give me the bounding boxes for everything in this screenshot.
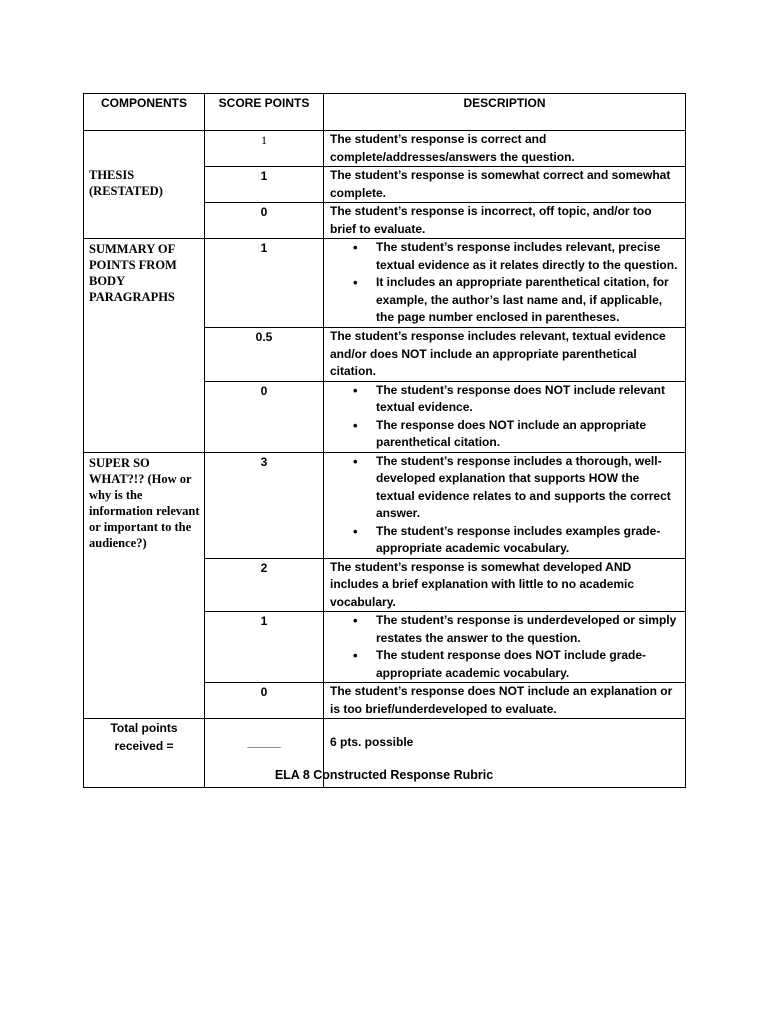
- description-cell: The student’s response does NOT include an explanation or is too brief/underdeveloped to evaluate.: [324, 683, 686, 719]
- list-item: • The student’s response includes relevant, precise textual evidence as it relates directly to the question.: [376, 239, 679, 274]
- list-item: • It includes an appropriate parenthetical citation, for example, the author’s last name and, if applicable, the page number enclosed in parentheses.: [376, 274, 679, 327]
- list-item: • The student’s response does NOT include relevant textual evidence.: [376, 382, 679, 417]
- list-item: • The student’s response is underdeveloped or simply restates the answer to the question.: [376, 612, 679, 647]
- bullet-list: [330, 239, 679, 327]
- score-cell: 0: [205, 683, 324, 719]
- list-item: • The response does NOT include an appropriate parenthetical citation.: [376, 417, 679, 452]
- description-cell: [324, 381, 686, 452]
- bullet-list: [330, 453, 679, 558]
- score-cell: 1: [205, 167, 324, 203]
- bullet-list: [330, 382, 679, 452]
- description-cell: The student’s response includes relevant, textual evidence and/or does NOT include an appropriate parenthetical citation.: [324, 328, 686, 382]
- score-cell: 2: [205, 558, 324, 612]
- table-row: [84, 239, 686, 328]
- score-cell: 1: [205, 612, 324, 683]
- total-label-line1: Total points: [110, 721, 178, 735]
- score-cell: 0: [205, 381, 324, 452]
- component-super-so-what: SUPER SO WHAT?!? (How or why is the information relevant or important to the audience?): [84, 452, 205, 719]
- description-cell: The student’s response is correct and complete/addresses/answers the question.: [324, 131, 686, 167]
- total-blank: _____: [205, 719, 324, 788]
- rubric-caption: ELA 8 Constructed Response Rubric: [274, 768, 494, 782]
- header-row: [84, 94, 686, 131]
- score-cell: 3: [205, 452, 324, 558]
- table-row: [84, 131, 686, 167]
- score-cell: 0.5: [205, 328, 324, 382]
- score-cell: 1: [205, 239, 324, 328]
- description-cell: The student’s response is incorrect, off topic, and/or too brief to evaluate.: [324, 203, 686, 239]
- description-cell: The student’s response is somewhat developed AND includes a brief explanation with little to no academic vocabulary.: [324, 558, 686, 612]
- header-components: COMPONENTS: [84, 94, 205, 131]
- description-cell: [324, 452, 686, 558]
- total-label-line2: received =: [114, 739, 174, 753]
- component-thesis: THESIS (RESTATED): [84, 131, 205, 239]
- score-cell: 1: [205, 131, 324, 167]
- component-summary: SUMMARY OF POINTS FROM BODY PARAGRAPHS: [84, 239, 205, 453]
- header-description: DESCRIPTION: [324, 94, 686, 131]
- list-item: • The student’s response includes examples grade-appropriate academic vocabulary.: [376, 523, 679, 558]
- rubric-table: [83, 93, 686, 788]
- header-score-points: SCORE POINTS: [205, 94, 324, 131]
- bullet-list: [330, 612, 679, 682]
- description-cell: [324, 239, 686, 328]
- score-cell: 0: [205, 203, 324, 239]
- description-cell: The student’s response is somewhat correct and somewhat complete.: [324, 167, 686, 203]
- total-possible: 6 pts. possible: [324, 719, 686, 788]
- list-item: • The student’s response includes a thorough, well-developed explanation that supports HOW the textual evidence relates to and supports the correct answer.: [376, 453, 679, 523]
- table-row: [84, 452, 686, 558]
- list-item: • The student response does NOT include grade-appropriate academic vocabulary.: [376, 647, 679, 682]
- description-cell: [324, 612, 686, 683]
